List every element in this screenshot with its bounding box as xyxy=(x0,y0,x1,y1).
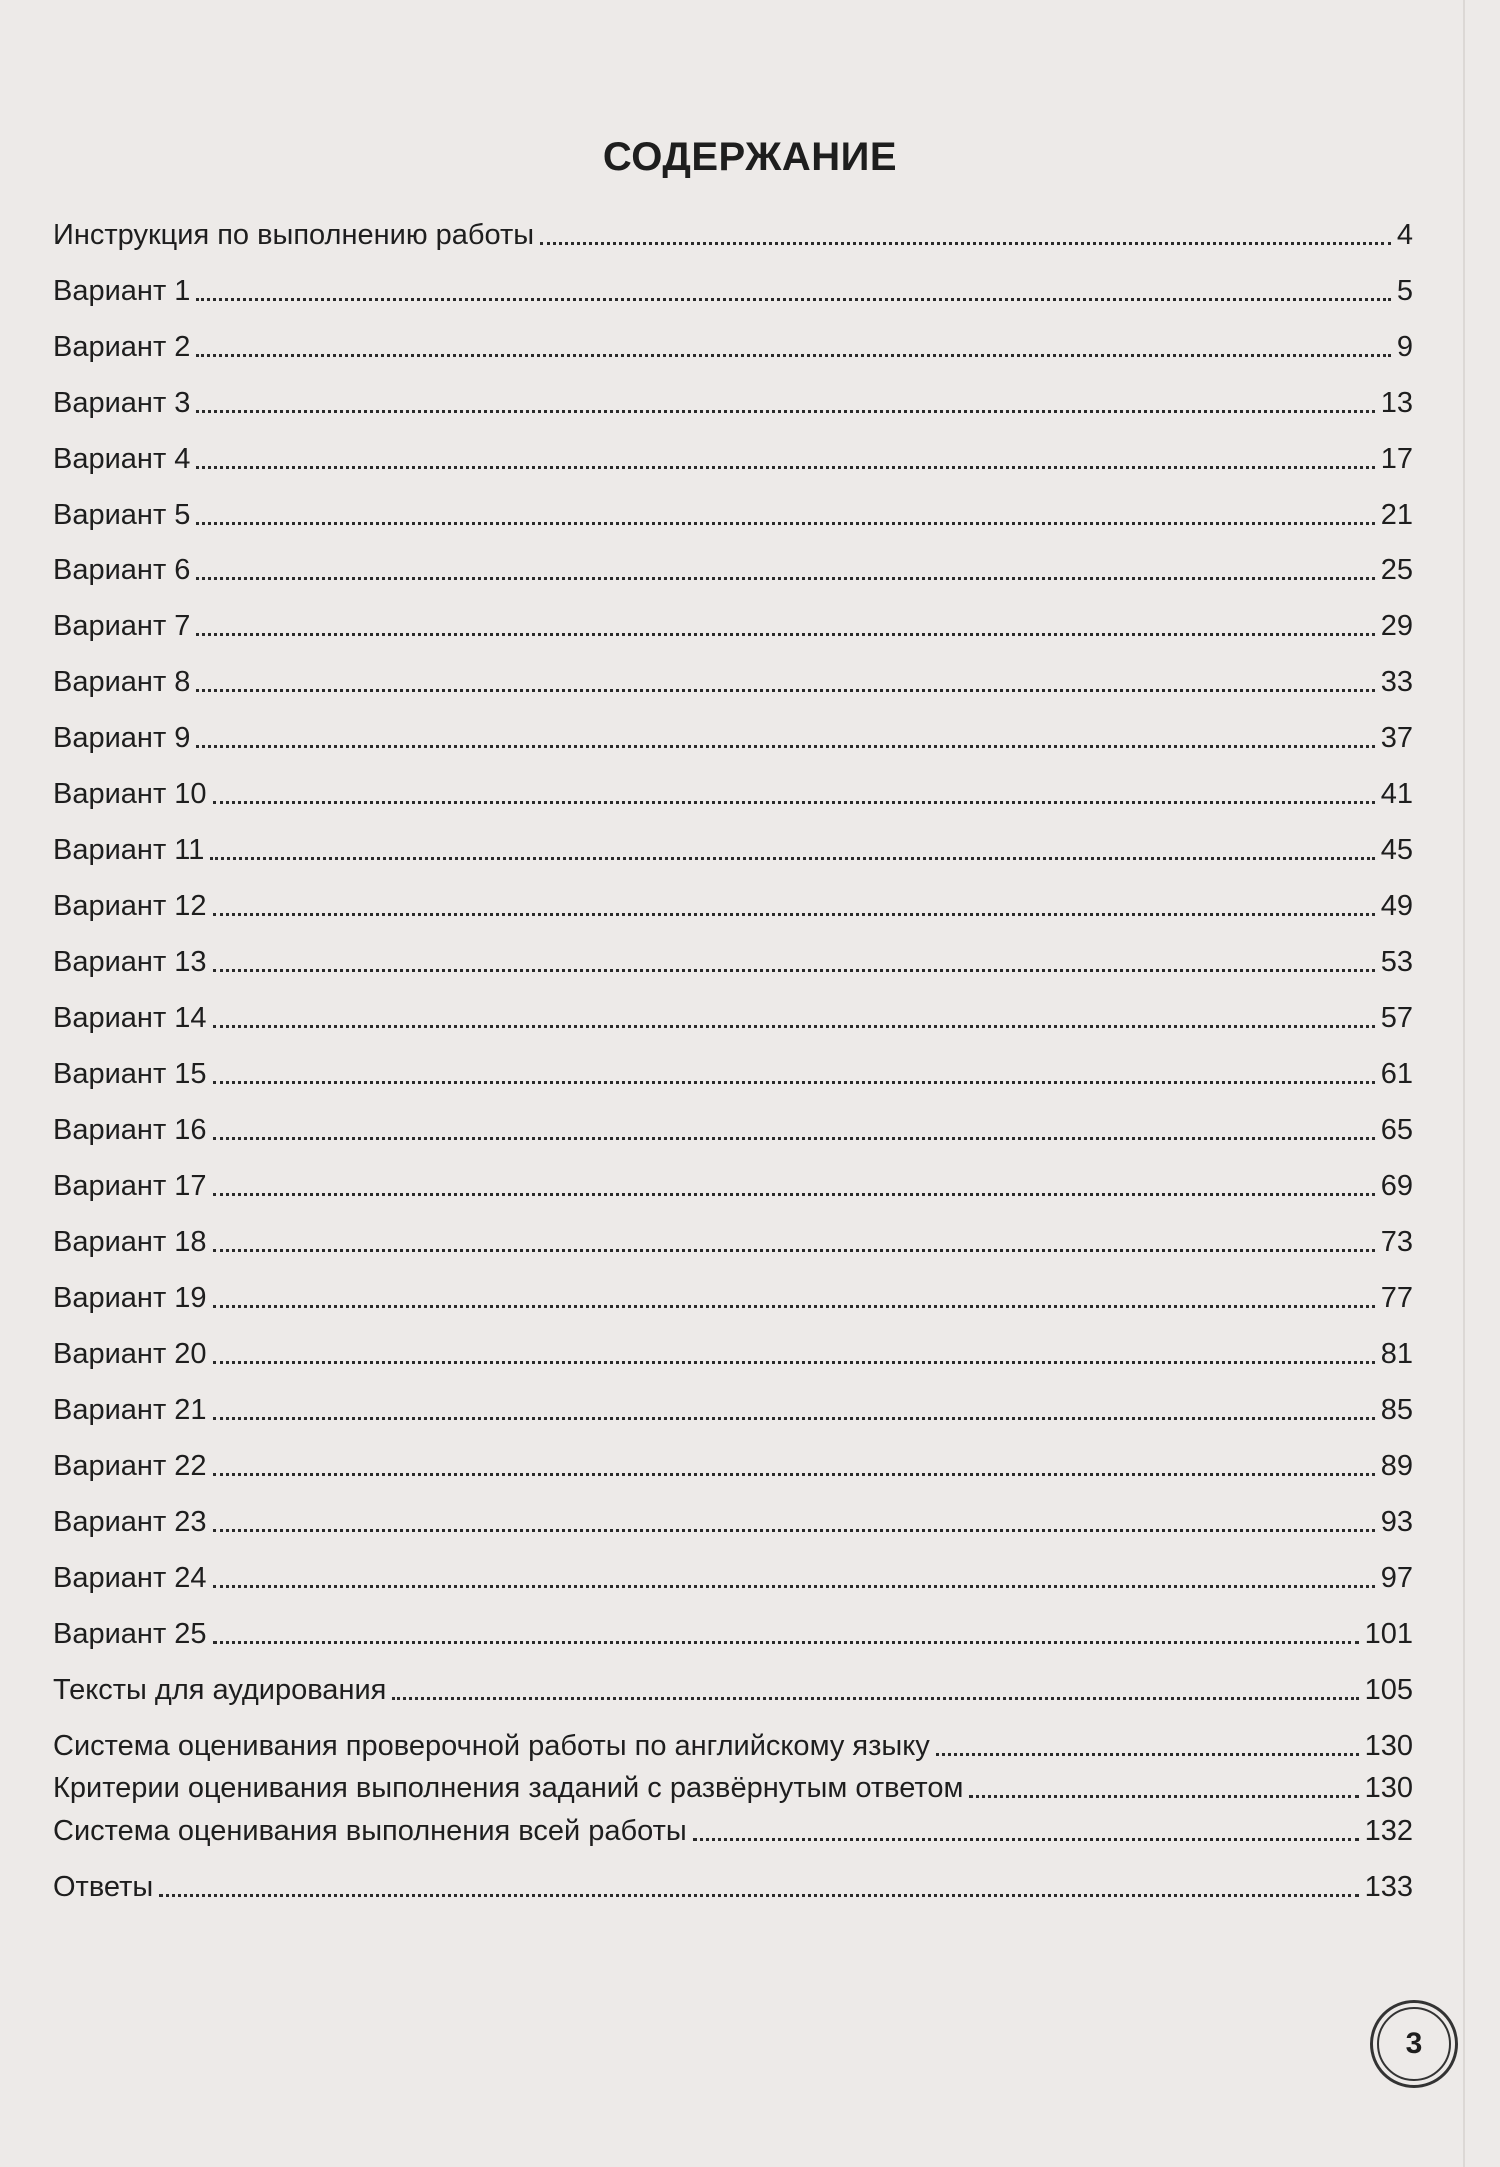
toc-item[interactable] xyxy=(53,942,1413,982)
toc-item-page: 4 xyxy=(1396,219,1413,251)
page-number-badge xyxy=(1370,2000,1458,2088)
dot-leader xyxy=(213,1528,1375,1532)
toc-item[interactable] xyxy=(53,1768,1413,1808)
toc-item[interactable] xyxy=(53,495,1413,535)
toc-item[interactable] xyxy=(53,439,1413,479)
toc-item-page: 53 xyxy=(1380,946,1413,978)
dot-leader xyxy=(213,1304,1375,1308)
dot-leader xyxy=(540,241,1391,245)
toc-item-page: 17 xyxy=(1380,443,1413,475)
dot-leader xyxy=(213,800,1375,804)
toc-item-page: 57 xyxy=(1380,1002,1413,1034)
toc-item-label: Вариант 23 xyxy=(53,1506,207,1538)
dot-leader xyxy=(213,1472,1375,1476)
dot-leader xyxy=(693,1837,1359,1841)
toc-item[interactable] xyxy=(53,1222,1413,1262)
dot-leader xyxy=(936,1752,1359,1756)
toc-item-page: 5 xyxy=(1396,275,1413,307)
dot-leader xyxy=(213,1640,1359,1644)
toc-item-label: Вариант 1 xyxy=(53,275,191,307)
toc-item[interactable] xyxy=(53,774,1413,814)
dot-leader xyxy=(213,1416,1375,1420)
toc-item-page: 81 xyxy=(1380,1338,1413,1370)
toc-item-label: Вариант 15 xyxy=(53,1058,207,1090)
toc-item-page: 49 xyxy=(1380,890,1413,922)
toc-item-page: 37 xyxy=(1380,722,1413,754)
toc-item[interactable] xyxy=(53,886,1413,926)
toc-item-label: Вариант 22 xyxy=(53,1450,207,1482)
toc-item-page: 33 xyxy=(1380,666,1413,698)
toc-item-label: Вариант 7 xyxy=(53,610,191,642)
toc-item-label: Тексты для аудирования xyxy=(53,1674,387,1706)
dot-leader xyxy=(196,688,1374,692)
toc-item-page: 130 xyxy=(1364,1730,1413,1762)
toc-item-label: Вариант 8 xyxy=(53,666,191,698)
toc-item[interactable] xyxy=(53,1867,1413,1907)
margin-line xyxy=(1463,0,1465,2167)
toc-item-page: 25 xyxy=(1380,554,1413,586)
toc-item[interactable] xyxy=(53,383,1413,423)
dot-leader xyxy=(213,1024,1375,1028)
toc-item-page: 101 xyxy=(1364,1618,1413,1650)
toc-item[interactable] xyxy=(53,1502,1413,1542)
dot-leader xyxy=(196,521,1374,525)
toc-item-label: Критерии оценивания выполнения заданий с развёрнутым ответом xyxy=(53,1772,964,1804)
toc-item-page: 41 xyxy=(1380,778,1413,810)
toc-item-label: Вариант 13 xyxy=(53,946,207,978)
dot-leader xyxy=(196,465,1374,469)
toc-item[interactable] xyxy=(53,1334,1413,1374)
toc-item-page: 97 xyxy=(1380,1562,1413,1594)
toc-item-page: 89 xyxy=(1380,1450,1413,1482)
toc-item-page: 9 xyxy=(1396,331,1413,363)
toc-item-label: Вариант 3 xyxy=(53,387,191,419)
toc-item-label: Вариант 12 xyxy=(53,890,207,922)
toc-item[interactable] xyxy=(53,1614,1413,1654)
dot-leader xyxy=(196,353,1390,357)
toc-item-label: Вариант 19 xyxy=(53,1282,207,1314)
toc-item[interactable] xyxy=(53,1054,1413,1094)
dot-leader xyxy=(196,409,1374,413)
toc-item-label: Вариант 10 xyxy=(53,778,207,810)
toc-item-page: 13 xyxy=(1380,387,1413,419)
page-title: СОДЕРЖАНИЕ xyxy=(602,135,898,179)
toc-item[interactable] xyxy=(53,1446,1413,1486)
toc-item[interactable] xyxy=(53,830,1413,870)
toc-item-label: Вариант 14 xyxy=(53,1002,207,1034)
toc-item-label: Вариант 18 xyxy=(53,1226,207,1258)
toc-item-page: 73 xyxy=(1380,1226,1413,1258)
toc-item-label: Система оценивания выполнения всей работы xyxy=(53,1815,687,1847)
toc-item-label: Вариант 5 xyxy=(53,499,191,531)
toc-item[interactable] xyxy=(53,1726,1413,1766)
toc-item-page: 61 xyxy=(1380,1058,1413,1090)
toc-item-page: 130 xyxy=(1364,1772,1413,1804)
toc-item-label: Вариант 9 xyxy=(53,722,191,754)
dot-leader xyxy=(210,856,1374,860)
dot-leader xyxy=(213,1136,1375,1140)
toc-item[interactable] xyxy=(53,1166,1413,1206)
dot-leader xyxy=(196,297,1390,301)
dot-leader xyxy=(213,1080,1375,1084)
dot-leader xyxy=(213,1360,1375,1364)
dot-leader xyxy=(213,1192,1375,1196)
dot-leader xyxy=(213,1584,1375,1588)
dot-leader xyxy=(213,912,1375,916)
toc-item[interactable] xyxy=(53,1278,1413,1318)
toc-item[interactable] xyxy=(53,606,1413,646)
dot-leader xyxy=(196,576,1374,580)
toc-item-page: 93 xyxy=(1380,1506,1413,1538)
toc-item[interactable] xyxy=(53,662,1413,702)
dot-leader xyxy=(159,1893,1358,1897)
toc-item-label: Инструкция по выполнению работы xyxy=(53,219,535,251)
toc-item-label: Вариант 16 xyxy=(53,1114,207,1146)
toc-item[interactable] xyxy=(53,550,1413,590)
toc-item-label: Вариант 25 xyxy=(53,1618,207,1650)
toc-item-page: 77 xyxy=(1380,1282,1413,1314)
toc-item[interactable] xyxy=(53,998,1413,1038)
toc-item-page: 85 xyxy=(1380,1394,1413,1426)
dot-leader xyxy=(196,744,1374,748)
toc-item-page: 65 xyxy=(1380,1114,1413,1146)
toc-item[interactable] xyxy=(53,1558,1413,1598)
toc-item-page: 29 xyxy=(1380,610,1413,642)
dot-leader xyxy=(196,632,1374,636)
toc-item[interactable] xyxy=(53,1110,1413,1150)
toc-item-label: Вариант 21 xyxy=(53,1394,207,1426)
toc-item-label: Вариант 6 xyxy=(53,554,191,586)
dot-leader xyxy=(213,968,1375,972)
toc-item-label: Вариант 11 xyxy=(53,834,205,866)
toc-item-label: Вариант 4 xyxy=(53,443,191,475)
toc-item-page: 133 xyxy=(1364,1871,1413,1903)
toc-item-page: 21 xyxy=(1380,499,1413,531)
toc-item[interactable] xyxy=(53,1811,1413,1851)
dot-leader xyxy=(969,1794,1358,1798)
toc-item-label: Система оценивания проверочной работы по английскому языку xyxy=(53,1730,930,1762)
toc-item-page: 45 xyxy=(1380,834,1413,866)
toc-item-label: Ответы xyxy=(53,1871,154,1903)
page-number: 3 xyxy=(1377,2007,1451,2081)
toc-item[interactable] xyxy=(53,327,1413,367)
toc-item-page: 132 xyxy=(1364,1815,1413,1847)
toc-item-page: 105 xyxy=(1364,1674,1413,1706)
toc-item[interactable] xyxy=(53,215,1413,255)
toc-item[interactable] xyxy=(53,718,1413,758)
toc-item-label: Вариант 17 xyxy=(53,1170,207,1202)
dot-leader xyxy=(392,1696,1358,1700)
toc-item[interactable] xyxy=(53,271,1413,311)
toc-item[interactable] xyxy=(53,1390,1413,1430)
toc-item-label: Вариант 2 xyxy=(53,331,191,363)
dot-leader xyxy=(213,1248,1375,1252)
toc-item[interactable] xyxy=(53,1670,1413,1710)
toc-item-label: Вариант 20 xyxy=(53,1338,207,1370)
toc-item-page: 69 xyxy=(1380,1170,1413,1202)
toc-item-label: Вариант 24 xyxy=(53,1562,207,1594)
